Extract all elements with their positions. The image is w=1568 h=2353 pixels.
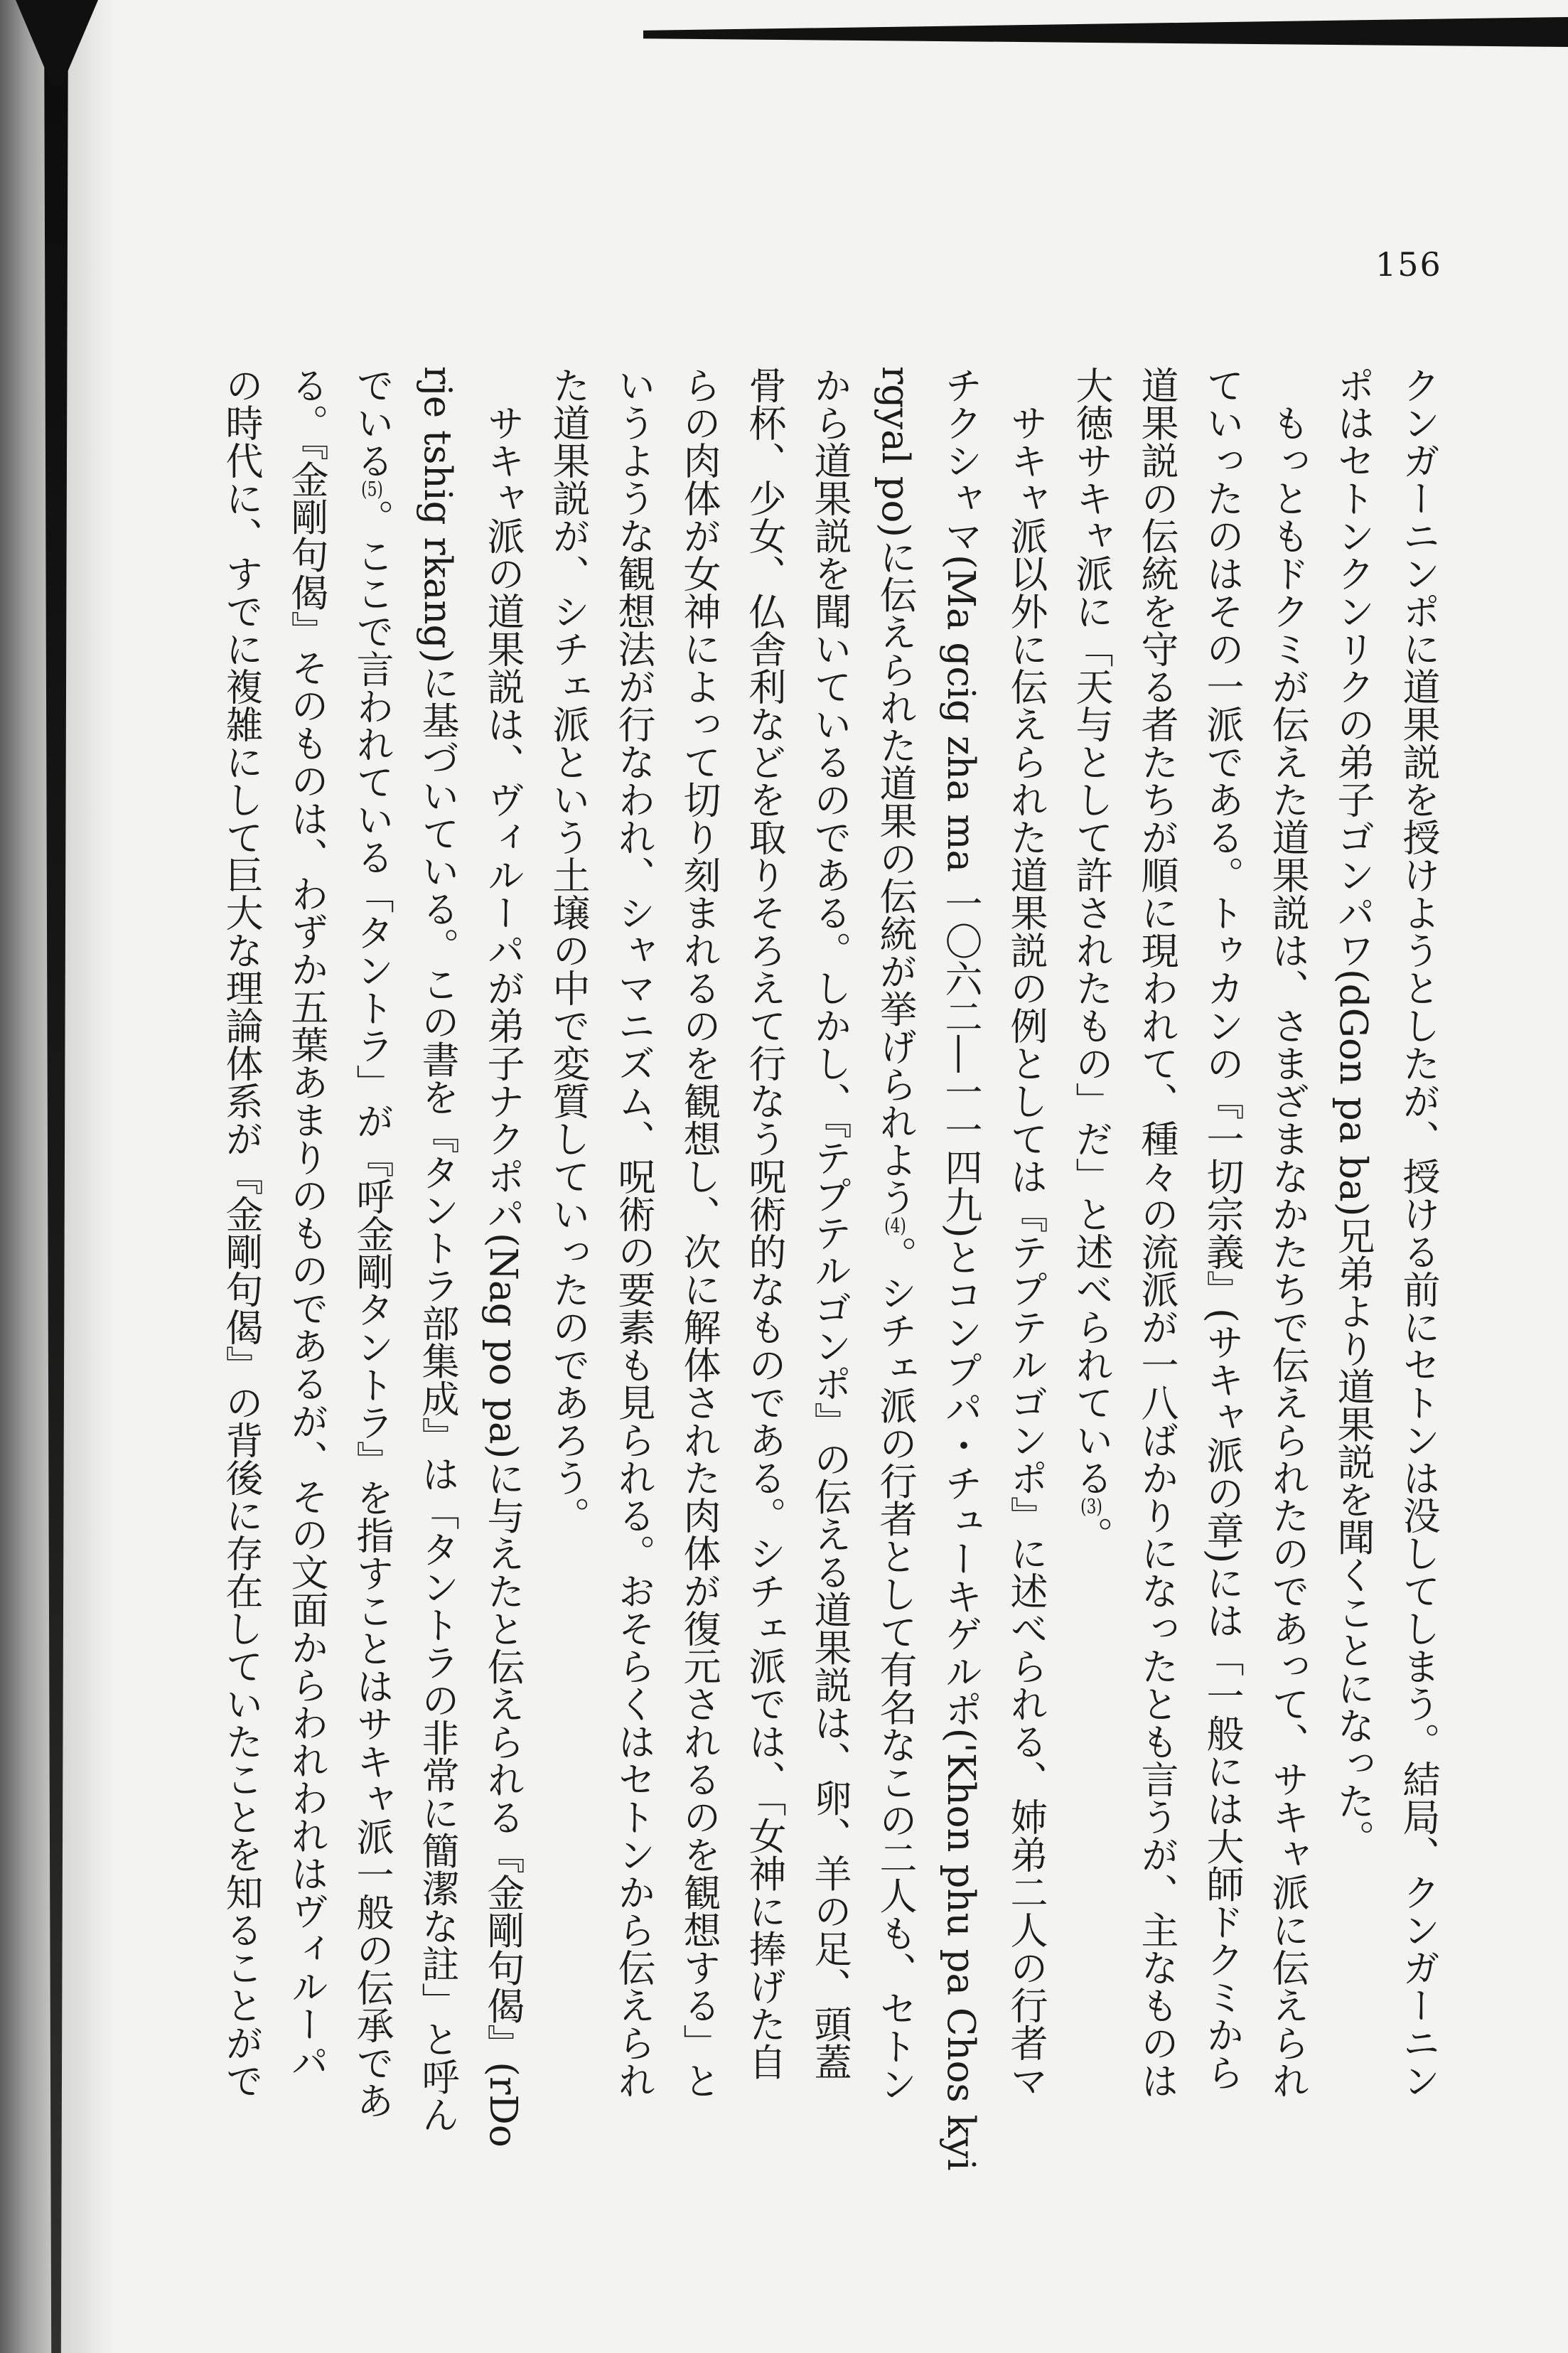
text-line <box>208 366 274 2186</box>
line-text: る。『金剛句偈』そのものは、わずか五葉あまりのものであるが、その文面からわれわれはヴィルーパ <box>285 366 328 2081</box>
text-line <box>862 366 928 2186</box>
text-line <box>339 366 404 2186</box>
line-text: 大徳サキャ派に「天与として許されたもの」だ」と述べられている <box>1070 366 1113 1496</box>
text-line <box>1255 366 1320 2186</box>
line-text: サキャ派以外に伝えられた道果説の例としては『テプテルゴンポ』に述べられる、姉弟二人の行者マ <box>1004 366 1048 2099</box>
page-number: 156 <box>1375 245 1442 284</box>
line-text: 道果説の伝統を守る者たちが順に現われて、種々の流派が一八ばかりになったとも言うが、主なものは <box>1135 366 1178 2099</box>
footnote-marker: (3) <box>1080 1496 1102 1516</box>
line-text: の時代に、すでに複雑にして巨大な理論体系が『金剛句偈』の背後に存在していたことを知ることがで <box>220 366 263 2099</box>
text-line <box>731 366 797 2186</box>
body-text <box>208 366 1451 2186</box>
footnote-marker: (4) <box>884 1216 906 1236</box>
text-line <box>1189 366 1255 2186</box>
text-line <box>1058 366 1124 2186</box>
footnote-marker: (5) <box>361 479 383 499</box>
line-text: ポはセトンクンリクの弟子ゴンパワ(dGon pa ba)兄弟より道果説を聞くことになった。 <box>1331 366 1375 1858</box>
line-text: らの肉体が女神によって切り刻まれるのを観想し、次に解体された肉体が復元されるのを観想する」と <box>677 366 721 2099</box>
text-line <box>993 366 1058 2186</box>
line-text: クンガーニンポに道果説を授けようとしたが、授ける前にセトンは没してしまう。結局、クンガーニン <box>1397 366 1440 2099</box>
text-line <box>1124 366 1189 2186</box>
line-text: でいる <box>350 366 394 479</box>
text-line <box>1385 366 1451 2186</box>
line-text-tail: 。 <box>1070 1516 1113 1554</box>
line-text-tail: 。ここで言われている「タントラ」が『呼金剛タントラ』を指すことはサキャ派一般の伝承であ <box>350 499 394 2119</box>
line-text: ていったのはその一派である。トゥカンの『一切宗義』(サキャ派の章)には「一般には大師ドクミから <box>1201 366 1244 2091</box>
line-text: rgyal po)に伝えられた道果の伝統が挙げられよう <box>874 366 917 1216</box>
scan-top-edge <box>643 17 1568 47</box>
text-line <box>1320 366 1385 2186</box>
text-line <box>601 366 666 2186</box>
line-text: rje tshig rkang)に基づいている。この書を『タントラ部集成』は「タントラの非常に簡潔な註」と呼ん <box>416 366 459 2133</box>
text-line <box>535 366 601 2186</box>
line-text: もっともドクミが伝えた道果説は、さまざまなかたちで伝えられたのであって、サキャ派に伝えられ <box>1266 366 1309 2099</box>
text-line <box>404 366 470 2186</box>
line-text: た道果説が、シチェ派という土壌の中で変質していったのであろう。 <box>547 366 590 1534</box>
line-text: サキャ派の道果説は、ヴィルーパが弟子ナクポパ(Nag po pa)に与えたと伝えられる『金剛句偈』(rDo <box>481 366 525 2148</box>
line-text: いうような観想法が行なわれ、シャマニズム、呪術の要素も見られる。おそらくはセトンから伝えられ <box>612 366 655 2099</box>
line-text: 骨杯、少女、仏舎利などを取りそろえて行なう呪術的なものである。シチェ派では、「女神に捧げた自 <box>743 366 786 2081</box>
text-line <box>797 366 862 2186</box>
line-text: チクシャマ(Ma gcig zha ma 一〇六二―一一四九)とコンプパ・チューキゲルポ('Khon phu pa Chos kyi <box>939 366 982 2171</box>
text-line <box>928 366 993 2186</box>
line-text-tail: 。シチェ派の行者として有名なこの二人も、セトン <box>874 1236 917 2103</box>
text-line <box>666 366 731 2186</box>
text-line <box>274 366 339 2186</box>
text-line <box>470 366 535 2186</box>
line-text: から道果説を聞いているのである。しかし、『テプテルゴンポ』の伝える道果説は、卵、羊の足、頭蓋 <box>808 366 852 2081</box>
